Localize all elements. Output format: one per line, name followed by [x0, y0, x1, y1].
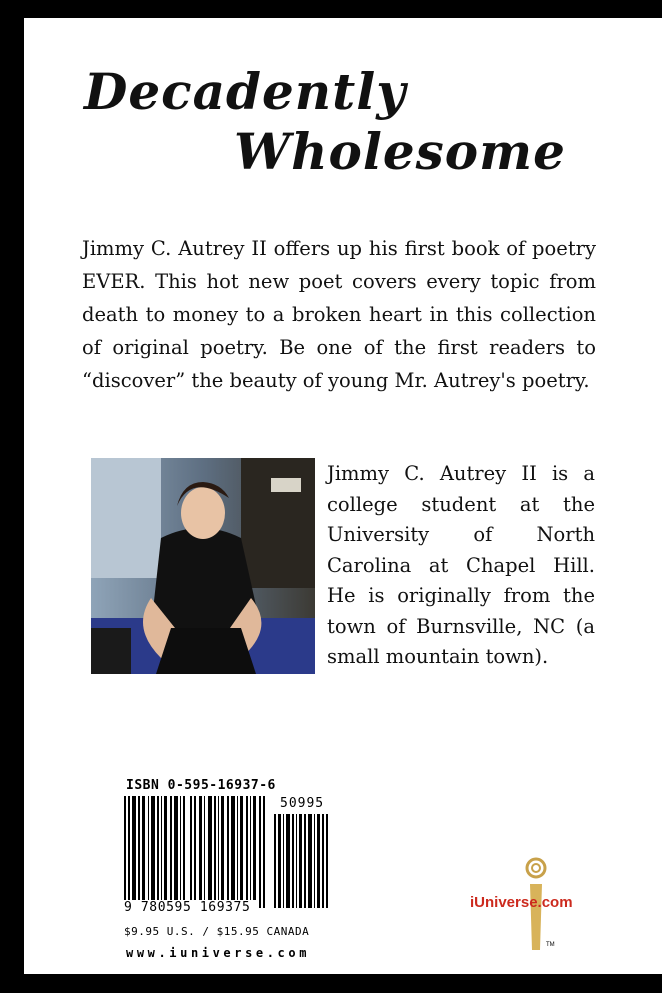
barcode-supplement: 50995 [280, 796, 325, 811]
barcode-block [120, 778, 360, 958]
price-label: $9.95 U.S. / $15.95 CANADA [124, 925, 310, 938]
barcode-main-bars [122, 796, 268, 908]
book-blurb: Jimmy C. Autrey II offers up his first book of poetry EVER. This hot new poet covers every topic from death to money to a broken heart in this collection of original poetry. Be one of the first readers to “discover” the beauty of young Mr. Autrey's poetry. [82, 237, 596, 392]
isbn-label: ISBN 0-595-16937-6 [126, 778, 276, 793]
author-photo-image [91, 458, 315, 674]
publisher-logo [470, 854, 580, 954]
book-back-cover [24, 18, 662, 974]
website-url: www.iuniverse.com [126, 946, 311, 960]
barcode-supplement-bars [272, 814, 332, 908]
ean-number: 9 780595 169375 [124, 900, 251, 915]
trademark-mark: TM [546, 942, 555, 948]
author-photo [91, 458, 315, 674]
title-line-2: Wholesome [234, 122, 566, 181]
title-line-1: Decadently [84, 62, 407, 121]
publisher-logo-text: iUniverse.com [470, 894, 573, 911]
author-bio: Jimmy C. Autrey II is a college student at the University of North Carolina at Chapel Hill. He is originally from the town of Burnsville, NC (a small mountain town). [327, 462, 595, 668]
